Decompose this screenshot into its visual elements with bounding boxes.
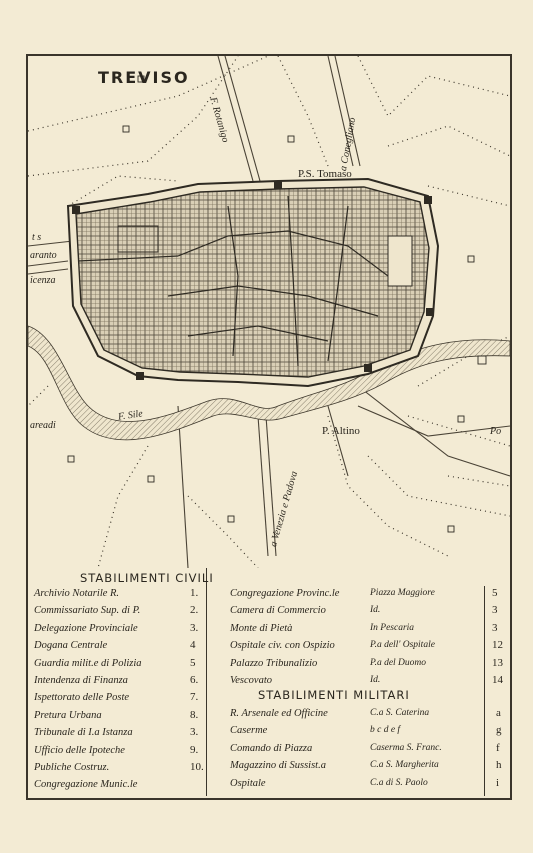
legend-row [34,588,210,604]
legend-row-code: 1. [190,587,199,599]
legend-row [34,710,210,726]
legend-row-location: C.a S. Caterina [370,708,430,718]
legend-row-location: b c d e f [370,725,401,736]
label-conegliano: a Conegliano [338,116,359,172]
label-arcadi: areadi [30,420,56,431]
legend-row [34,692,210,708]
legend-row-code: 4 [190,639,196,652]
legend-row-code: h [496,759,502,772]
legend-row-location: Piazza Maggiore [370,588,435,598]
legend-row-name: Commissariato Sup. di P. [34,605,141,617]
label-vicenza: icenza [30,275,56,286]
legend-row-code: 2. [190,604,199,617]
legend-row-code: 10. [190,761,204,773]
legend-row-name: Caserme [230,725,268,737]
legend [28,568,510,798]
label-sile: F. Sile [117,408,144,423]
legend-row-code: 3. [190,621,199,634]
legend-row-code: 3 [492,604,498,617]
legend-row-name: Archivio Notarile R. [34,588,120,599]
legend-row-code: 6. [190,674,199,686]
legend-row-name: Magazzino di Sussist.a [230,760,326,772]
legend-row-name: Palazzo Tribunalizio [230,657,318,669]
legend-row-name: Ospitale [230,777,266,789]
map-title: TREVISO [98,68,190,87]
legend-row-name: Intendenza di Finanza [34,675,128,686]
legend-row-code: 3 [492,621,498,634]
legend-row-name: Camera di Commercio [230,605,326,617]
map-drawing [28,56,510,568]
legend-row-name: Dogana Centrale [34,640,108,652]
legend-row [34,675,210,691]
legend-row-code: 5 [190,656,196,669]
legend-row-name: R. Arsenale ed Officine [230,708,328,719]
legend-row [230,588,512,604]
legend-row-name: Ospitale civ. con Ospizio [230,640,335,652]
legend-row-location: P.a dell' Ospitale [370,640,435,651]
legend-row-name: Delegazione Provinciale [34,622,138,634]
legend-row-code: g [496,724,502,737]
legend-row-name: Congregazione Munic.le [34,779,138,791]
legend-row [230,623,512,639]
label-ps-tomaso: P.S. Tomaso [298,168,352,180]
legend-row [230,605,512,621]
legend-row-name: Congregazione Provinc.le [230,588,340,599]
legend-row [230,725,516,741]
legend-row-location: C.a di S. Paolo [370,777,428,788]
label-rotanigo: F. Rotanigo [207,96,231,144]
city-walls [76,187,429,377]
label-caranto: aranto [30,250,57,261]
legend-row [230,778,516,794]
legend-row-name: Guardia milit.e di Polizia [34,657,142,669]
label-altino: P. Altino [322,425,360,437]
legend-row-code: i [496,776,500,789]
legend-row [230,760,516,776]
heading-stabilimenti-militari: STABILIMENTI MILITARI [258,688,410,702]
legend-row-name: Pretura Urbana [34,709,102,721]
legend-row [34,762,210,778]
legend-row-name: Tribunale di I.a Istanza [34,727,133,739]
label-ts: t s [32,232,42,243]
legend-row [230,743,516,759]
label-po: Po [490,426,502,437]
city-map [28,56,510,568]
legend-row-code: 3. [190,726,199,739]
legend-row [230,708,516,724]
legend-row [34,640,210,656]
legend-row-location: Id. [370,675,381,685]
legend-row [34,605,210,621]
legend-row-name: Ufficio delle Ipoteche [34,744,125,756]
legend-row [230,640,512,656]
legend-row-code: 8. [190,708,199,721]
legend-row-code: 9. [190,743,199,756]
heading-stabilimenti-civili: STABILIMENTI CIVILI [80,571,214,585]
legend-row-code: f [496,741,500,754]
legend-row-name: Vescovato [230,675,272,686]
label-venezia: a Venezia e Padova [268,469,301,549]
legend-row-name: Monte di Pietà [230,622,293,634]
legend-row-location: P.a del Duomo [370,657,427,668]
legend-row-location: Id. [370,605,381,616]
legend-row-location: In Pescaria [370,622,415,633]
legend-row [34,745,210,761]
legend-row-code: 12 [492,639,503,652]
legend-row [34,623,210,639]
legend-row-name: Ispettorato delle Poste [34,692,130,704]
legend-row [34,727,210,743]
legend-row-code: 13 [492,656,503,669]
legend-row-name: Comando di Piazza [230,742,313,754]
legend-row-location: Caserma S. Franc. [370,742,442,753]
legend-row [230,675,512,691]
legend-row-name: Publiche Costruz. [34,762,110,773]
legend-row [230,658,512,674]
legend-row [34,658,210,674]
legend-row-code: 14 [492,674,503,686]
legend-row-code: 5 [492,587,498,599]
legend-row-location: C.a S. Margherita [370,760,439,771]
legend-row [34,779,210,795]
legend-row-code: 7. [190,691,199,704]
legend-row-code: a [496,707,501,719]
